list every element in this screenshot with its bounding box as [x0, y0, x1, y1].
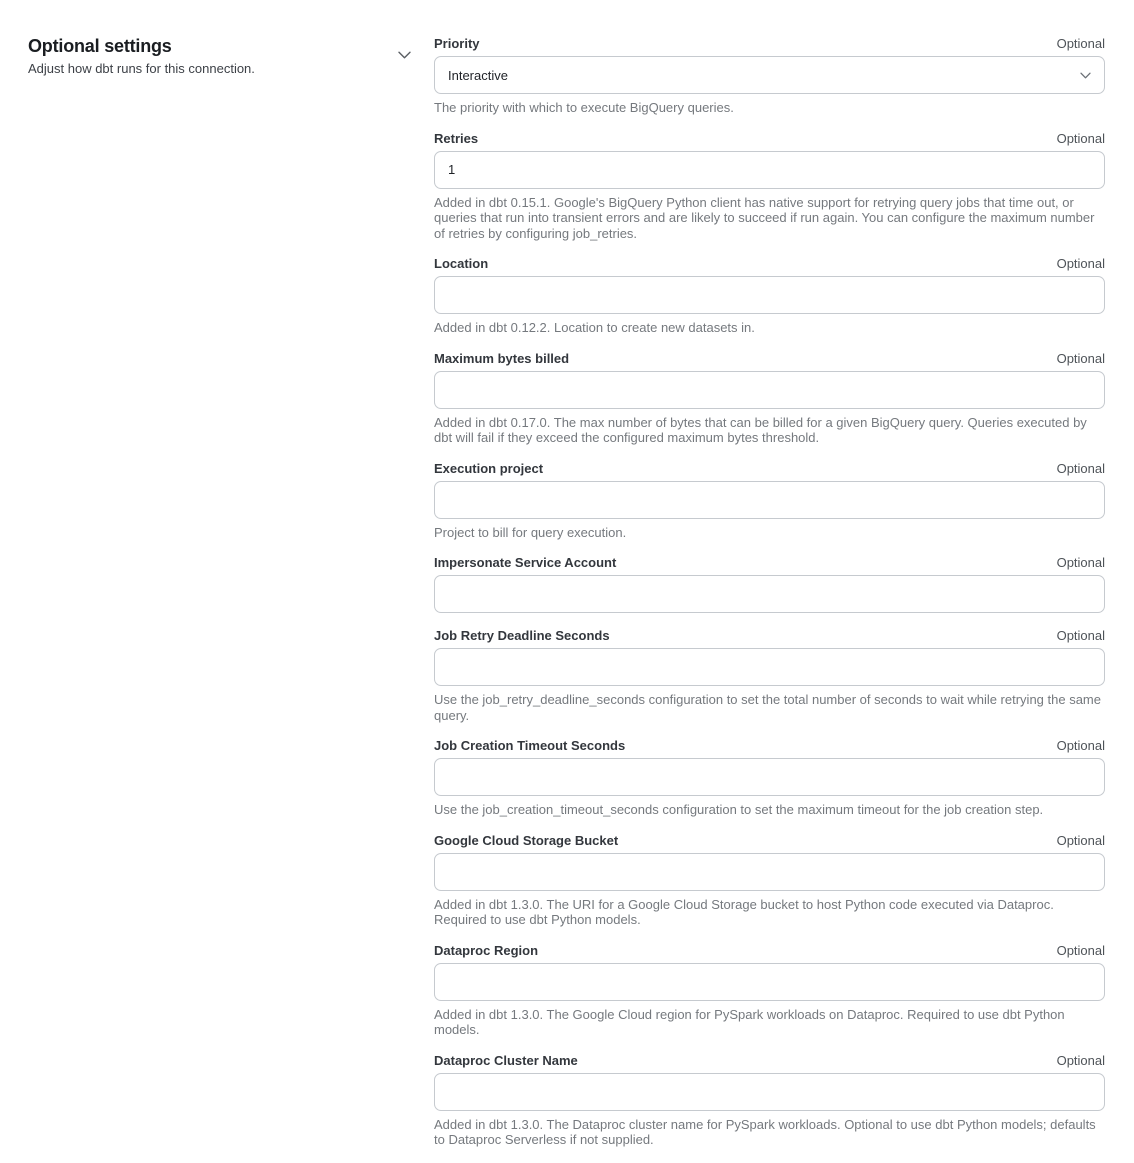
- field-header: [434, 833, 1105, 848]
- field-help-text: Use the job_creation_timeout_seconds configuration to set the maximum timeout for the job creation step.: [434, 802, 1044, 817]
- impersonate-service-account-field: [434, 555, 1105, 613]
- chevron-down-icon: [398, 51, 411, 59]
- field-control: [434, 371, 1105, 409]
- job-creation-timeout-seconds-input[interactable]: [434, 758, 1105, 796]
- field-label: Dataproc Region: [434, 942, 539, 958]
- field-label: Dataproc Cluster Name: [434, 1052, 578, 1068]
- priority-selected-value: Interactive: [448, 67, 508, 83]
- execution-project-field: [434, 461, 1105, 541]
- field-label: Retries: [434, 130, 479, 146]
- field-label: Google Cloud Storage Bucket: [434, 832, 619, 848]
- field-label: Priority: [434, 36, 480, 51]
- priority-select[interactable]: [434, 56, 1105, 94]
- field-label: Impersonate Service Account: [434, 555, 617, 570]
- field-control: [434, 276, 1105, 314]
- location-field: [434, 256, 1105, 336]
- field-control: [434, 758, 1105, 796]
- dataproc-region-input[interactable]: [434, 963, 1105, 1001]
- field-label: Job Creation Timeout Seconds: [434, 738, 626, 753]
- optional-badge: Optional: [1056, 832, 1105, 848]
- optional-badge: Optional: [1056, 628, 1105, 643]
- job-creation-timeout-seconds-field: [434, 738, 1105, 818]
- field-help-text: Added in dbt 0.15.1. Google's BigQuery Python client has native support for retrying query jobs that time out, or queries that run into transient errors and are likely to succeed if run again. You can configure the maximum number of retries by configuring job_retries.: [434, 194, 1095, 241]
- field-help-text: Added in dbt 1.3.0. The Google Cloud region for PySpark workloads on Dataproc. Required to use dbt Python models.: [434, 1006, 1065, 1037]
- field-label: Maximum bytes billed: [434, 350, 570, 366]
- impersonate-service-account-input[interactable]: [434, 575, 1105, 613]
- dataproc-region-field: [434, 943, 1105, 1038]
- field-control: [434, 575, 1105, 613]
- field-header: [434, 555, 1105, 570]
- field-help-text: Added in dbt 0.17.0. The max number of bytes that can be billed for a given BigQuery query. Queries executed by dbt will fail if they exceed the configured maximum bytes threshold.: [434, 414, 1087, 445]
- page-title: Optional settings: [28, 36, 172, 56]
- field-header: [434, 461, 1105, 476]
- optional-settings-form: [434, 36, 1105, 1163]
- page-subtitle: Adjust how dbt runs for this connection.: [28, 61, 255, 76]
- google-cloud-storage-bucket-field: [434, 833, 1105, 928]
- field-help-text: Project to bill for query execution.: [434, 524, 627, 540]
- section-collapse-toggle[interactable]: [396, 47, 412, 63]
- job-retry-deadline-seconds-input[interactable]: [434, 648, 1105, 686]
- field-label: Location: [434, 256, 489, 271]
- optional-settings-header: [28, 35, 383, 77]
- job-retry-deadline-seconds-field: [434, 628, 1105, 723]
- field-label: Execution project: [434, 460, 544, 476]
- location-input[interactable]: [434, 276, 1105, 314]
- field-header: [434, 628, 1105, 643]
- dataproc-cluster-name-field: [434, 1053, 1105, 1148]
- optional-badge: Optional: [1056, 256, 1105, 271]
- optional-badge: Optional: [1056, 738, 1105, 753]
- retries-input[interactable]: [434, 151, 1105, 189]
- chevron-down-icon: [1080, 72, 1091, 79]
- field-header: [434, 738, 1105, 753]
- field-control: [434, 853, 1105, 891]
- optional-badge: Optional: [1056, 36, 1105, 51]
- optional-badge: Optional: [1056, 942, 1105, 958]
- field-control: [434, 963, 1105, 1001]
- field-header: [434, 943, 1105, 958]
- field-help-text: Added in dbt 1.3.0. The Dataproc cluster name for PySpark workloads. Optional to use dbt Python models; defaults to Dataproc Serverless if not supplied.: [434, 1116, 1096, 1147]
- optional-badge: Optional: [1056, 130, 1105, 146]
- field-label: Job Retry Deadline Seconds: [434, 628, 610, 643]
- priority-field: [434, 36, 1105, 116]
- optional-badge: Optional: [1056, 460, 1105, 476]
- google-cloud-storage-bucket-input[interactable]: [434, 853, 1105, 891]
- field-header: [434, 1053, 1105, 1068]
- field-header: [434, 131, 1105, 146]
- field-control: [434, 56, 1105, 94]
- retries-field: [434, 131, 1105, 242]
- field-header: [434, 351, 1105, 366]
- field-help-text: Added in dbt 1.3.0. The URI for a Google Cloud Storage bucket to host Python code executed via Dataproc. Required to use dbt Python models.: [434, 896, 1054, 927]
- optional-badge: Optional: [1056, 555, 1105, 570]
- maximum-bytes-billed-input[interactable]: [434, 371, 1105, 409]
- field-control: [434, 648, 1105, 686]
- dataproc-cluster-name-input[interactable]: [434, 1073, 1105, 1111]
- field-control: [434, 1073, 1105, 1111]
- field-header: [434, 36, 1105, 51]
- field-help-text: Added in dbt 0.12.2. Location to create new datasets in.: [434, 320, 755, 335]
- optional-badge: Optional: [1056, 350, 1105, 366]
- optional-badge: Optional: [1056, 1052, 1105, 1068]
- field-control: [434, 151, 1105, 189]
- maximum-bytes-billed-field: [434, 351, 1105, 446]
- field-header: [434, 256, 1105, 271]
- execution-project-input[interactable]: [434, 481, 1105, 519]
- field-control: [434, 481, 1105, 519]
- field-help-text: Use the job_retry_deadline_seconds configuration to set the total number of seconds to wait while retrying the same query.: [434, 692, 1101, 723]
- field-help-text: The priority with which to execute BigQuery queries.: [434, 100, 734, 115]
